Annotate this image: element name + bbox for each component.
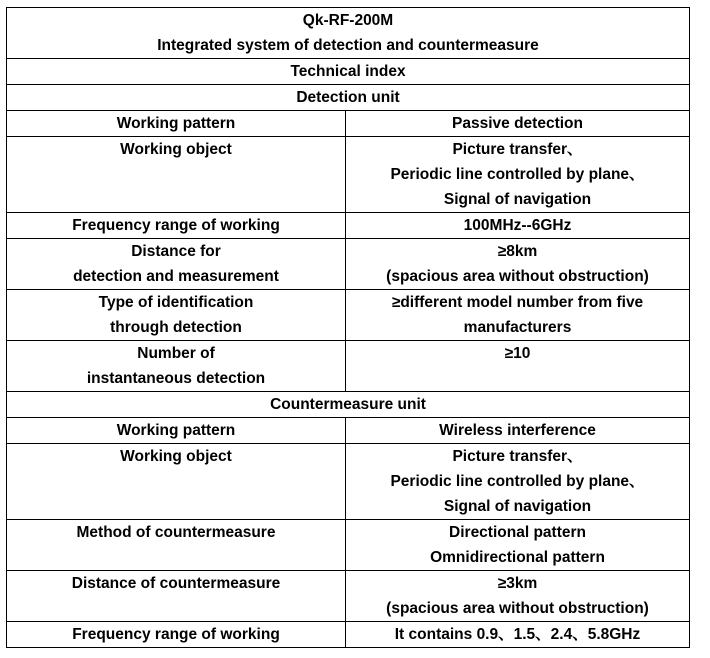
table-row: [7, 239, 690, 290]
system-subtitle: Integrated system of detection and countermeasure: [157, 37, 539, 54]
label-line: Number of: [137, 345, 215, 362]
value-line: Directional pattern: [449, 524, 586, 541]
label-line: Frequency range of working: [72, 626, 280, 643]
detection-section-row: [7, 85, 690, 111]
countermeasure-section-row: [7, 392, 690, 418]
value-line: ≥3km: [497, 575, 538, 592]
label-line: Distance for: [131, 243, 221, 260]
table-row: [7, 520, 690, 571]
table-row: [7, 111, 690, 137]
value-line: Omnidirectional pattern: [430, 549, 605, 566]
value-line: Signal of navigation: [443, 498, 592, 515]
value-line: ≥8km: [497, 243, 538, 260]
table-row: [7, 444, 690, 520]
row-label: [7, 137, 346, 213]
value-line: 100MHz--6GHz: [463, 217, 572, 234]
row-value: [346, 341, 690, 392]
label-line: Working pattern: [116, 422, 236, 439]
row-value: [346, 213, 690, 239]
detection-section-title: Detection unit: [7, 85, 690, 111]
value-line: It contains 0.9、1.5、2.4、5.8GHz: [394, 626, 641, 643]
technical-index-title: Technical index: [7, 59, 690, 85]
row-value: [346, 239, 690, 290]
row-value: [346, 622, 690, 648]
spec-table: [6, 7, 690, 648]
row-label: [7, 444, 346, 520]
value-line: Picture transfer、: [452, 448, 583, 465]
table-row: [7, 137, 690, 213]
label-line: through detection: [110, 319, 242, 336]
row-label: [7, 290, 346, 341]
value-line: Periodic line controlled by plane、: [390, 473, 645, 490]
row-label: [7, 239, 346, 290]
value-line: (spacious area without obstruction): [386, 600, 649, 617]
row-value: [346, 520, 690, 571]
row-label: [7, 418, 346, 444]
row-value: [346, 290, 690, 341]
table-row: [7, 290, 690, 341]
label-line: Working pattern: [116, 115, 236, 132]
label-line: Working object: [120, 448, 232, 465]
value-line: Wireless interference: [439, 422, 596, 439]
header-row: [7, 8, 690, 59]
row-label: [7, 341, 346, 392]
row-value: [346, 571, 690, 622]
row-value: [346, 137, 690, 213]
value-line: Picture transfer、: [452, 141, 583, 158]
header-cell: [7, 8, 690, 59]
row-label: [7, 520, 346, 571]
row-label: [7, 213, 346, 239]
row-value: [346, 444, 690, 520]
label-line: instantaneous detection: [86, 370, 266, 387]
label-line: Method of countermeasure: [76, 524, 276, 541]
value-line: manufacturers: [463, 319, 572, 336]
table-row: [7, 418, 690, 444]
label-line: Working object: [120, 141, 232, 158]
table-row: [7, 571, 690, 622]
value-line: (spacious area without obstruction): [386, 268, 649, 285]
model-name: Qk-RF-200M: [302, 12, 394, 29]
row-label: [7, 571, 346, 622]
value-line: ≥10: [504, 345, 531, 362]
value-line: ≥different model number from five: [391, 294, 644, 311]
countermeasure-section-title: Countermeasure unit: [7, 392, 690, 418]
row-value: [346, 111, 690, 137]
row-label: [7, 111, 346, 137]
row-value: [346, 418, 690, 444]
row-label: [7, 622, 346, 648]
label-line: Distance of countermeasure: [71, 575, 281, 592]
value-line: Signal of navigation: [443, 191, 592, 208]
label-line: Type of identification: [98, 294, 254, 311]
technical-index-row: [7, 59, 690, 85]
label-line: Frequency range of working: [72, 217, 280, 234]
label-line: detection and measurement: [73, 268, 279, 285]
value-line: Periodic line controlled by plane、: [390, 166, 645, 183]
table-row: [7, 341, 690, 392]
table-row: [7, 622, 690, 648]
value-line: Passive detection: [452, 115, 583, 132]
table-row: [7, 213, 690, 239]
